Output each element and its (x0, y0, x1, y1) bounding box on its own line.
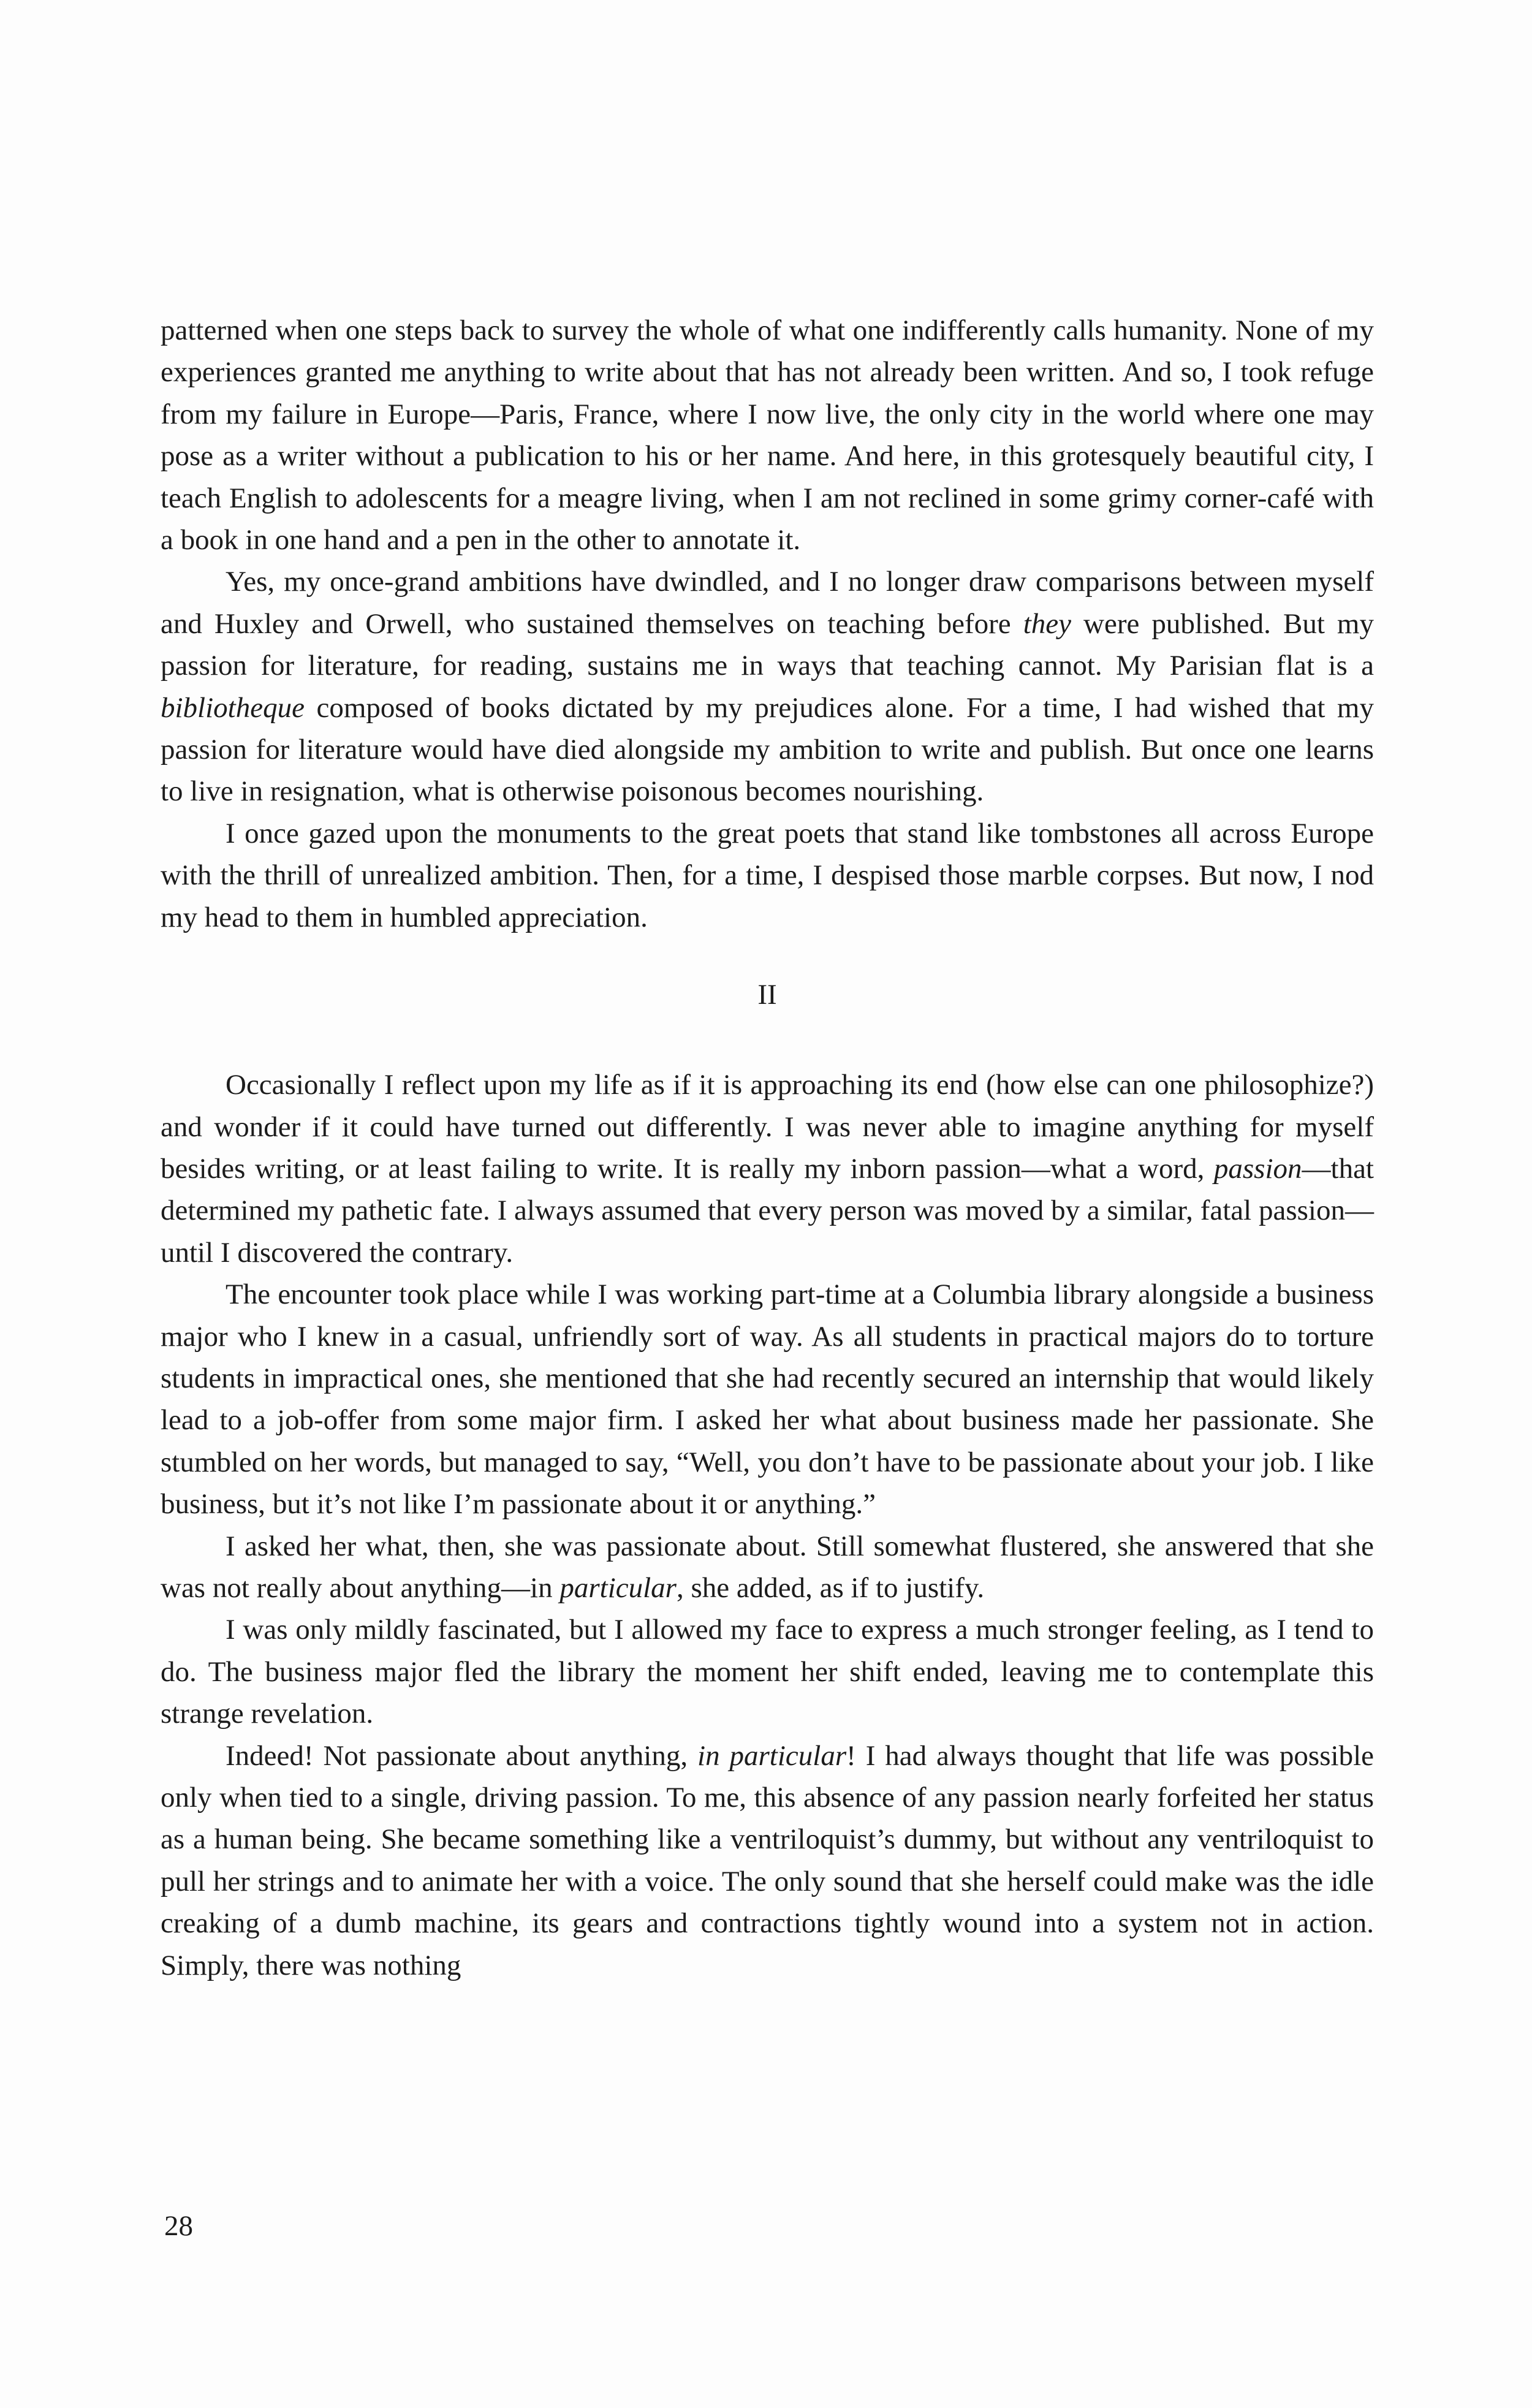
paragraph-continuation: patterned when one steps back to survey the whole of what one indifferently calls humanity. None of my experiences granted me anything to write about that has not already been written. And so, I took refuge from my failure in Europe—Paris, France, where I now live, the only city in the world where one may pose as a writer without a publication to his or her name. And here, in this grotesquely beautiful city, I teach English to adolescents for a meagre living, when I am not reclined in some grimy corner-café with a book in one hand and a pen in the other to annotate it. (161, 314, 1374, 556)
emphasis-passion: passion (1213, 1152, 1302, 1185)
section-heading: II (757, 979, 777, 1011)
paragraph-asked-text-a: I asked her what, then, she was passionate about. Still somewhat flustered, she answered that she was not really about anything—in (161, 1530, 1374, 1604)
paragraph-reflect-text-c: —that determined my pathetic fate. I always assumed that every person was moved by a similar, fatal passion—until I discovered the contrary. (161, 1152, 1374, 1269)
paragraph-ambitions-text-c: were published. But my passion for literature, for reading, sustains me in ways that teaching cannot. My Parisian flat is a (161, 607, 1374, 682)
paragraph-reflect (161, 1064, 1374, 1274)
paragraph-reflect-text-a: Occasionally I reflect upon my life as if it is approaching its end (how else can one philosophize?) and wonder if it could have turned out differently. I was never able to imagine anything for myself besides writing, or at least failing to write. It is really my inborn passion—what a word, (161, 1069, 1374, 1185)
emphasis-they: they (1023, 607, 1071, 640)
emphasis-bibliotheque: bibliotheque (161, 691, 305, 724)
paragraph-ambitions-text-e: composed of books dictated by my prejudices alone. For a time, I had wished that my passion for literature would have died alongside my ambition to write and publish. But once one learns to live in resignation, what is otherwise poisonous becomes nourishing. (161, 691, 1374, 808)
paragraph-encounter: The encounter took place while I was working part-time at a Columbia library alongside a business major who I knew in a casual, unfriendly sort of way. As all students in practical majors do to torture students in impractical ones, she mentioned that she had recently secured an internship that would likely lead to a job-offer from some major firm. I asked her what about business made her passionate. She stumbled on her words, but managed to say, “Well, you don’t have to be passionate about your job. I like business, but it’s not like I’m passionate about it or anything.” (161, 1278, 1374, 1521)
paragraph-asked-text-c: , she added, as if to justify. (676, 1571, 985, 1604)
paragraph-indeed-text-a: Indeed! Not passionate about anything, (226, 1739, 698, 1772)
paragraph-fascinated: I was only mildly fascinated, but I allowed my face to express a much stronger feeling, as I tend to do. The business major fled the library the moment her shift ended, leaving me to contemplate this strange revelation. (161, 1614, 1374, 1730)
paragraph-asked (161, 1525, 1374, 1609)
emphasis-in-particular: in particular (697, 1739, 847, 1772)
page-number: 28 (164, 2210, 193, 2242)
paragraph-indeed (161, 1735, 1374, 1986)
paragraph-ambitions-text-a: Yes, my once-grand ambitions have dwindled, and I no longer draw comparisons between myself and Huxley and Orwell, who sustained themselves on teaching before (161, 566, 1374, 640)
paragraph-monuments: I once gazed upon the monuments to the great poets that stand like tombstones all across Europe with the thrill of unrealized ambition. Then, for a time, I despised those marble corpses. But now, I nod my head to them in humbled appreciation. (161, 817, 1374, 933)
paragraph-indeed-text-c: ! I had always thought that life was possible only when tied to a single, driving passion. To me, this absence of any passion nearly forfeited her status as a human being. She became something like a ventriloquist’s dummy, but without any ventriloquist to pull her strings and to animate her with a voice. The only sound that she herself could make was the idle creaking of a dumb machine, its gears and contractions tightly wound into a system not in action. Simply, there was nothing (161, 1739, 1374, 1981)
paragraph-ambitions (161, 561, 1374, 812)
body-text (161, 310, 1374, 1986)
emphasis-particular: particular (559, 1571, 677, 1604)
